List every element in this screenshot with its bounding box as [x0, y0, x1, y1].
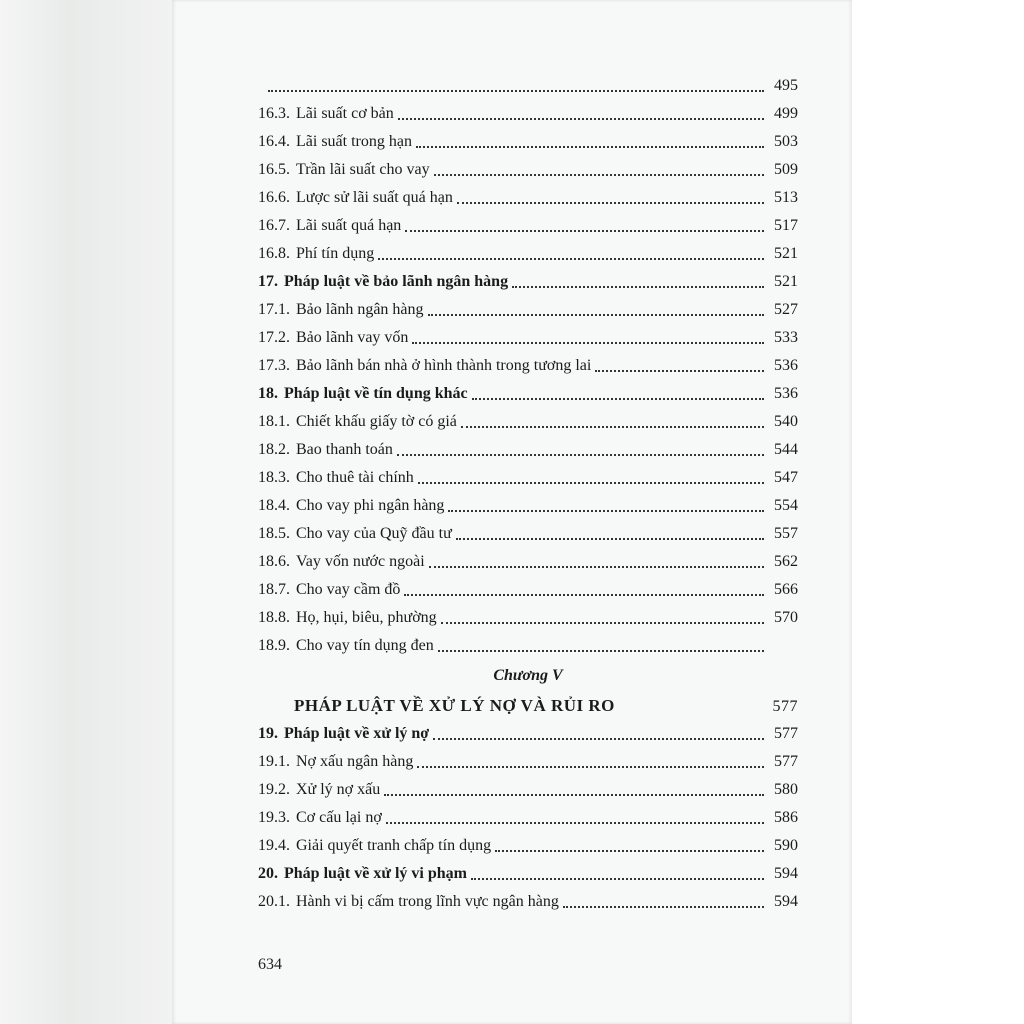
toc-entry-title: Chiết khấu giấy tờ có giá [296, 413, 457, 430]
toc-entry-title: Giải quyết tranh chấp tín dụng [296, 837, 492, 854]
toc-entry-page: 503 [774, 133, 798, 150]
dot-leader [397, 453, 764, 456]
toc-entry-row [258, 124, 798, 152]
dot-leader [595, 369, 764, 372]
toc-entry-row [258, 516, 798, 544]
dot-leader [457, 201, 764, 204]
toc-entry-title: Trần lãi suất cho vay [296, 161, 430, 178]
chapter-title: PHÁP LUẬT VỀ XỬ LÝ NỢ VÀ RỦI RO [294, 696, 615, 715]
toc-entry-page: 586 [774, 809, 798, 826]
dot-leader [495, 849, 764, 852]
toc-entry-row [258, 488, 798, 516]
dot-leader [441, 621, 764, 624]
dot-leader [563, 905, 764, 908]
toc-entry-page: 590 [774, 837, 798, 854]
dot-leader [378, 257, 764, 260]
toc-entry-number: 19.1. [258, 753, 290, 770]
toc-entry-title: Nợ xấu ngân hàng [296, 753, 414, 770]
toc-entry-page: 499 [774, 105, 798, 122]
toc-entry-title: Lãi suất cơ bản [296, 105, 394, 122]
dot-leader [398, 117, 764, 120]
toc-entry-number: 17.3. [258, 357, 290, 374]
toc-entry-number: 18.2. [258, 441, 290, 458]
dot-leader [472, 397, 764, 400]
toc-entry-page: 544 [774, 441, 798, 458]
toc-section-row [258, 264, 798, 292]
toc-entry-number: 18. [258, 385, 278, 402]
dot-leader [418, 481, 764, 484]
toc-entry-number: 17.2. [258, 329, 290, 346]
toc-entry-title: Cơ cấu lại nợ [296, 809, 382, 826]
toc-entry-title: Cho vay cầm đồ [296, 581, 401, 598]
toc-entry-number: 20.1. [258, 893, 290, 910]
toc-entry-number: 19. [258, 725, 278, 742]
dot-leader [471, 877, 764, 880]
toc-entry-title: Vay vốn nước ngoài [296, 553, 425, 570]
toc-entry-title: Cho vay phi ngân hàng [296, 497, 445, 514]
dot-leader [429, 565, 764, 568]
toc-entry-row [258, 460, 798, 488]
toc-entry-title: Pháp luật về xử lý vi phạm [284, 865, 467, 882]
toc-entry-title: Cho thuê tài chính [296, 469, 414, 486]
dot-leader [384, 793, 764, 796]
toc-entry-title: Pháp luật về bảo lãnh ngân hàng [284, 273, 509, 290]
toc-section-row [258, 716, 798, 744]
toc-section-row [258, 856, 798, 884]
toc-entry-row [258, 404, 798, 432]
toc-entry-number: 18.3. [258, 469, 290, 486]
toc-entry-page: 554 [774, 497, 798, 514]
toc-entry-page: 513 [774, 189, 798, 206]
toc-entry-page: 547 [774, 469, 798, 486]
toc-entry-page: 527 [774, 301, 798, 318]
toc-entry-number: 18.8. [258, 609, 290, 626]
toc-entry-number: 16.7. [258, 217, 290, 234]
chapter-page: 577 [772, 698, 798, 715]
toc-entry-title: Họ, hụi, biêu, phường [296, 609, 437, 626]
toc-entry-row [258, 828, 798, 856]
toc-entry-title: Lược sử lãi suất quá hạn [296, 189, 453, 206]
toc-entry-row [258, 236, 798, 264]
toc-entry-page: 577 [774, 725, 798, 742]
toc-entry-row [258, 600, 798, 628]
toc-list-part-2 [258, 716, 798, 912]
toc-entry-title: Cho vay của Quỹ đầu tư [296, 525, 452, 542]
toc-entry-title: Bảo lãnh ngân hàng [296, 301, 424, 318]
toc-entry-number: 18.5. [258, 525, 290, 542]
toc-entry-page: 594 [774, 865, 798, 882]
toc-entry-number: 16.3. [258, 105, 290, 122]
toc-entry-page: 580 [774, 781, 798, 798]
dot-leader [417, 765, 764, 768]
toc-section-row [258, 376, 798, 404]
toc-entry-title: Pháp luật về xử lý nợ [284, 725, 430, 742]
toc-entry-page: 577 [774, 753, 798, 770]
toc-entry-row [258, 292, 798, 320]
dot-leader [461, 425, 764, 428]
toc-entry-row [258, 800, 798, 828]
toc-entry-number: 16.4. [258, 133, 290, 150]
toc-entry-row [258, 208, 798, 236]
dot-leader [386, 821, 764, 824]
dot-leader [268, 89, 764, 92]
toc-entry-row [258, 348, 798, 376]
toc-entry-number: 16.8. [258, 245, 290, 262]
toc-entry-number: 17.1. [258, 301, 290, 318]
toc-entry-page: 521 [774, 273, 798, 290]
toc-entry-number: 16.5. [258, 161, 290, 178]
toc-entry-page: 540 [774, 413, 798, 430]
toc-entry-page: 557 [774, 525, 798, 542]
toc-entry-row [258, 744, 798, 772]
table-of-contents [258, 68, 798, 912]
dot-leader [433, 737, 764, 740]
dot-leader [456, 537, 764, 540]
chapter-title-row [258, 686, 798, 716]
toc-entry-title: Phí tín dụng [296, 245, 375, 262]
toc-entry-number: 16.6. [258, 189, 290, 206]
dot-leader [412, 341, 764, 344]
toc-entry-page: 495 [774, 77, 798, 94]
toc-entry-title: Pháp luật về tín dụng khác [284, 385, 468, 402]
toc-entry-row [258, 544, 798, 572]
toc-entry-page: 562 [774, 553, 798, 570]
toc-entry-number: 17. [258, 273, 278, 290]
dot-leader [404, 593, 764, 596]
toc-entry-title: Bảo lãnh vay vốn [296, 329, 409, 346]
toc-entry-page: 536 [774, 357, 798, 374]
dot-leader [434, 173, 764, 176]
toc-entry-row [258, 152, 798, 180]
dot-leader [416, 145, 764, 148]
toc-entry-page: 521 [774, 245, 798, 262]
toc-entry-page: 570 [774, 609, 798, 626]
toc-entry-row [258, 572, 798, 600]
toc-entry-title: Lãi suất trong hạn [296, 133, 412, 150]
dot-leader [428, 313, 764, 316]
toc-entry-title: Hành vi bị cấm trong lĩnh vực ngân hàng [296, 893, 559, 910]
toc-entry-page: 536 [774, 385, 798, 402]
dot-leader [448, 509, 764, 512]
toc-entry-title: Cho vay tín dụng đen [296, 637, 434, 654]
toc-entry-number: 19.4. [258, 837, 290, 854]
toc-entry-title: Lãi suất quá hạn [296, 217, 402, 234]
dot-leader [438, 649, 764, 652]
toc-entry-row [258, 180, 798, 208]
toc-entry-number: 18.1. [258, 413, 290, 430]
toc-list-part-1 [258, 68, 798, 656]
toc-entry-number: 19.2. [258, 781, 290, 798]
toc-entry-title: Xử lý nợ xấu [296, 781, 381, 798]
toc-entry-title: Bảo lãnh bán nhà ở hình thành trong tương lai [296, 357, 592, 374]
toc-entry-row [258, 96, 798, 124]
toc-entry-page: 533 [774, 329, 798, 346]
toc-entry-page: 517 [774, 217, 798, 234]
toc-entry-title: Bao thanh toán [296, 441, 393, 458]
toc-entry-row [258, 432, 798, 460]
toc-entry-number: 18.4. [258, 497, 290, 514]
toc-entry-number: 20. [258, 865, 278, 882]
toc-entry-page: 594 [774, 893, 798, 910]
toc-entry-number: 18.6. [258, 553, 290, 570]
book-gutter [0, 0, 172, 1024]
toc-entry-row [258, 68, 798, 96]
toc-entry-page: 509 [774, 161, 798, 178]
toc-entry-row [258, 772, 798, 800]
toc-entry-row [258, 628, 798, 656]
dot-leader [405, 229, 764, 232]
background-right [852, 0, 1024, 1024]
toc-entry-number: 18.7. [258, 581, 290, 598]
toc-entry-page: 566 [774, 581, 798, 598]
dot-leader [512, 285, 764, 288]
toc-entry-row [258, 884, 798, 912]
toc-entry-number: 18.9. [258, 637, 290, 654]
page-number: 634 [258, 956, 282, 973]
toc-entry-row [258, 320, 798, 348]
toc-entry-number: 19.3. [258, 809, 290, 826]
chapter-label: Chương V [493, 667, 563, 684]
